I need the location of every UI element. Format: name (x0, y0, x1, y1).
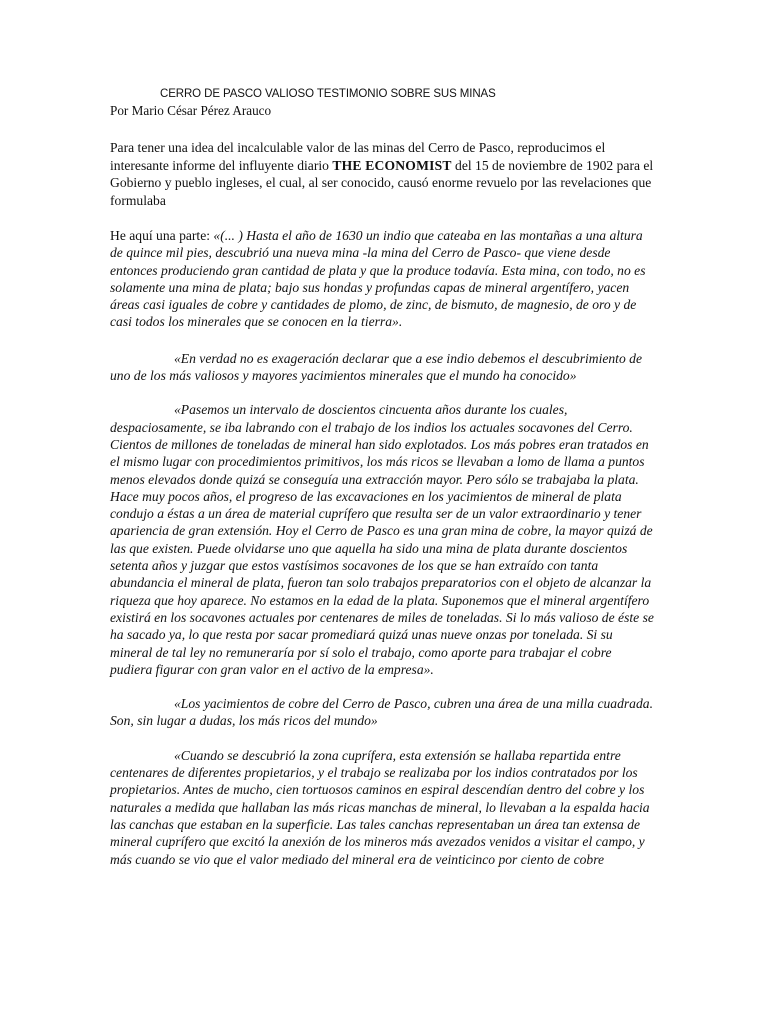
quote-paragraph-1 (110, 350, 656, 385)
intro-text-before: Para tener una idea del incalculable valor de las minas del Cerro de Pasco, reproducimos el interesante informe del influyente diario (110, 140, 606, 173)
quote-intro-text: «(... ) Hasta el año de 1630 un indio que cateaba en las montañas a una altura de quince mil pies, descubrió una nueva mina -la mina del Cerro de Pasco- que viene desde entonces produciendo gran cantidad de plata y que la produce todavía. Esta mina, con todo, no es solamente una mina de plata; bajo sus hondas y profundas capas de mineral argentífero, yacen áreas casi iguales de cobre y cantidades de plomo, de zinc, de bismuto, de magnesio, de oro y de casi todos los minerales que se conocen en la tierra». (110, 228, 646, 330)
document-page (110, 86, 656, 868)
quote-paragraph-text: «Pasemos un intervalo de doscientos cincuenta años durante los cuales, despaciosamente, se iba labrando con el trabajo de los indios los actuales socavones del Cerro. Cientos de millones de toneladas de mineral han sido explotados. Los más pobres eran tratados en el mismo lugar con procedimientos primitivos, los más ricos se llevaban a lomo de llama a puntos menos elevados donde quizá se conseguía una extracción mayor. Pero sólo se trabajaba la plata. Hace muy pocos años, el progreso de las excavaciones en los yacimientos de mineral de plata condujo a éstas a un área de material cuprífero que resulta ser de un valor extraordinario y tener apariencia de gran extensión. Hoy el Cerro de Pasco es una gran mina de cobre, la mayor quizá de las que existen. Puede olvidarse uno que aquella ha sido una mina de plata durante doscientos setenta años y juzgar que estos vastísimos socavones de los que se han extraído con tanta abundancia el mineral de plata, fueron tan solo trabajos preparatorios con el objeto de alcanzar la riqueza que hoy aparece. No estamos en la edad de la plata. Suponemos que el mineral argentífero existirá en los socavones actuales por centenares de miles de toneladas. Si lo más valioso de éste se ha sacado ya, lo que resta por sacar promediará quizá unas nueve onzas por tonelada. Si su mineral de tal ley no remuneraría por sí solo el trabajo, como aporte para trabajar el cobre pudiera figurar con gran valor en el activo de la empresa». (110, 402, 654, 677)
quote-paragraph-3 (110, 695, 656, 730)
document-title: CERRO DE PASCO VALIOSO TESTIMONIO SOBRE SUS MINAS (160, 88, 496, 100)
quote-paragraph-text: «Los yacimientos de cobre del Cerro de Pasco, cubren una área de una milla cuadrada. Son, sin lugar a dudas, los más ricos del mundo» (110, 696, 653, 729)
quote-intro-paragraph (110, 227, 656, 331)
quote-paragraph-text: «Cuando se descubrió la zona cuprífera, esta extensión se hallaba repartida entre centenares de diferentes propietarios, y el trabajo se realizaba por los indios contratados por los propietarios. Antes de mucho, cien tortuosos caminos en espiral descendían dentro del cobre y los naturales a medida que hallaban las más ricas manchas de mineral, lo llevaban a la espalda hacia las canchas que estaban en la superficie. Las tales canchas representaban un área tan extensa de mineral cuprífero que excitó la anexión de los mineros más avezados venidos a visitar el campo, y más cuando se vio que el valor mediado del mineral era de veinticinco por ciento de cobre (110, 747, 650, 867)
quote-paragraph-text: «En verdad no es exageración declarar que a ese indio debemos el descubrimiento de uno de los más valiosos y mayores yacimientos minerales que el mundo ha conocido» (110, 350, 642, 384)
quote-paragraph-2 (110, 401, 656, 678)
newspaper-name: THE ECONOMIST (332, 157, 452, 173)
quote-intro-lead: He aquí una parte: (110, 228, 214, 243)
document-author: Por Mario César Pérez Arauco (110, 103, 272, 118)
intro-paragraph (110, 139, 656, 209)
quote-paragraph-4 (110, 747, 656, 868)
intro-text-after: del 15 de noviembre de 1902 para el Gobierno y pueblo ingleses, el cual, al ser conocido, causó enorme revuelo por las revelaciones que formulaba (110, 157, 654, 208)
